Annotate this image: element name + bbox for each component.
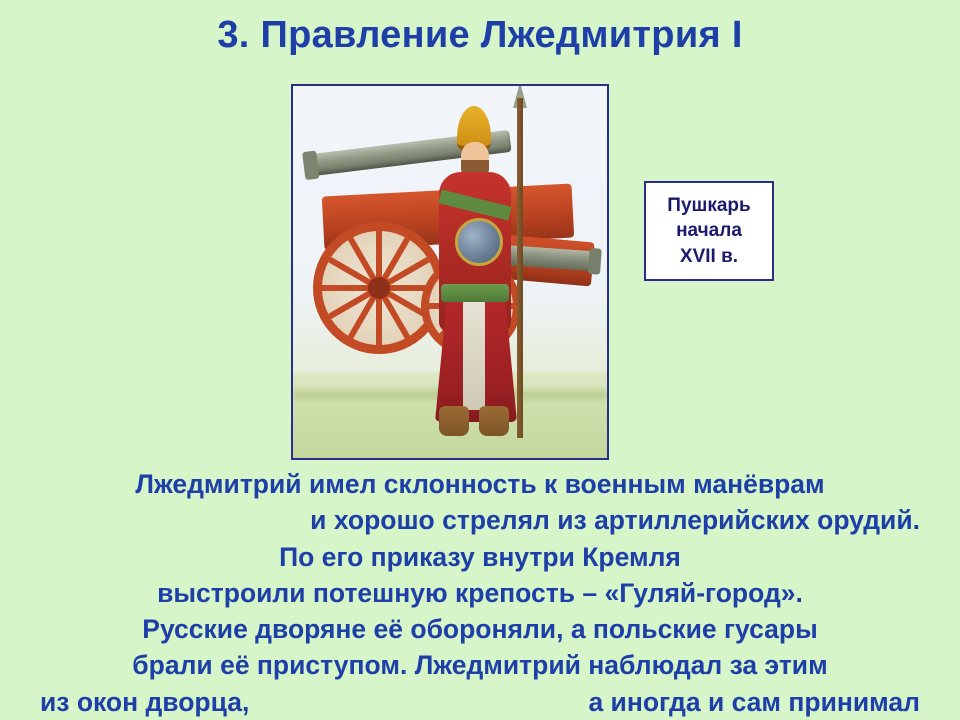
kaftan-underrobe bbox=[463, 302, 485, 410]
body-text bbox=[40, 466, 920, 720]
page-title: 3. Правление Лжедмитрия I bbox=[217, 14, 743, 56]
boot-left bbox=[439, 406, 469, 436]
body-line-1: Лжедмитрий имел склонность к военным манёврам bbox=[135, 469, 825, 499]
illustration-caption bbox=[667, 193, 750, 270]
body-line-7-right: а иногда и сам принимал bbox=[588, 686, 920, 717]
body-line-2: и хорошо стрелял из артиллерийских орудий. bbox=[310, 505, 920, 536]
body-line-6: брали её приступом. Лжедмитрий наблюдал за этим bbox=[132, 650, 828, 681]
body-line-7 bbox=[40, 684, 920, 720]
pike-shaft bbox=[517, 98, 523, 438]
illustration-frame bbox=[291, 84, 609, 460]
body-line-5: Русские дворяне её обороняли, а польские гусары bbox=[142, 614, 818, 645]
boot-right bbox=[479, 406, 509, 436]
chest-medallion bbox=[455, 218, 503, 266]
belt bbox=[441, 284, 509, 302]
body-line-4: выстроили потешную крепость – «Гуляй-город». bbox=[157, 577, 803, 608]
gunner-figure bbox=[421, 106, 541, 436]
illustration-caption-box bbox=[644, 181, 774, 281]
illustration-image bbox=[293, 86, 607, 458]
caption-line-2: начала bbox=[676, 220, 742, 242]
caption-line-1: Пушкарь bbox=[667, 194, 751, 216]
caption-line-3: XVII в. bbox=[679, 245, 739, 267]
body-line-3: По его приказу внутри Кремля bbox=[279, 541, 681, 572]
body-line-7-left: из окон дворца, bbox=[40, 686, 250, 717]
